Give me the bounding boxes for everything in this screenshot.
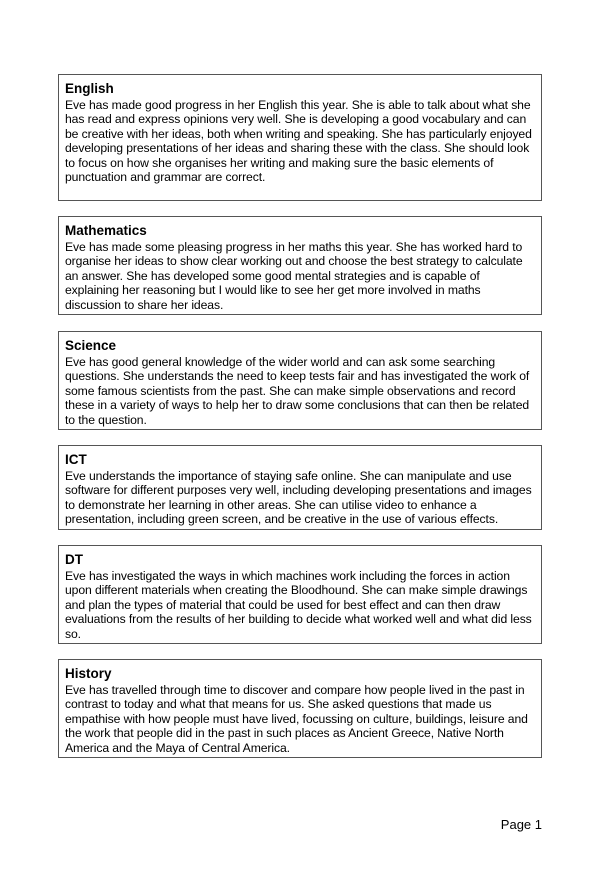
section-text: Eve understands the importance of staying safe online. She can manipulate and use software for different purposes very well, including developing presentations and images to demonstrate her learning in other areas. She can utilise video to enhance a presentation, including green screen, and be creative in the use of various effects. — [65, 469, 532, 527]
section-title: DT — [65, 552, 83, 567]
section-english — [58, 74, 542, 201]
section-text: Eve has good general knowledge of the wider world and can ask some searching questions. She understands the need to keep tests fair and has investigated the work of some famous scientists from the past. She can make simple observations and record these in a variety of ways to help her to draw some conclusions that can then be related to the question. — [65, 355, 530, 427]
section-text: Eve has made good progress in her English this year. She is able to talk about what she has read and express opinions very well. She is developing a good vocabulary and can be creative with her ideas, both when writing and speaking. She has particularly enjoyed developing presentations of her ideas and sharing these with the class. She should look to focus on how she organises her writing and making sure the basic elements of punctuation and grammar are correct. — [65, 98, 532, 185]
section-science — [58, 331, 542, 430]
section-title: ICT — [65, 452, 87, 467]
section-title: History — [65, 666, 112, 681]
section-title: Science — [65, 338, 117, 353]
section-history — [58, 659, 542, 758]
section-title: English — [65, 81, 114, 96]
section-title: Mathematics — [65, 223, 147, 238]
section-text: Eve has investigated the ways in which machines work including the forces in action upon different materials when creating the Bloodhound. She can make simple drawings and plan the types of material that could be used for best effect and can then draw evaluations from the results of her building to decide what worked well and what did less so. — [65, 569, 532, 641]
section-ict — [58, 445, 542, 530]
section-text: Eve has travelled through time to discover and compare how people lived in the past in contrast to today and what that means for us. She asked questions that made us empathise with how people must have lived, focussing on culture, buildings, leisure and the work that people did in the past in such places as Ancient Greece, Native North America and the Maya of Central America. — [65, 683, 528, 755]
section-text: Eve has made some pleasing progress in her maths this year. She has worked hard to organise her ideas to show clear working out and choose the best strategy to calculate an answer. She has developed some good mental strategies and is capable of explaining her reasoning but I would like to see her get more involved in maths discussion to share her ideas. — [65, 240, 523, 312]
section-mathematics — [58, 216, 542, 315]
section-dt — [58, 545, 542, 644]
page-number: Page 1 — [500, 817, 542, 832]
